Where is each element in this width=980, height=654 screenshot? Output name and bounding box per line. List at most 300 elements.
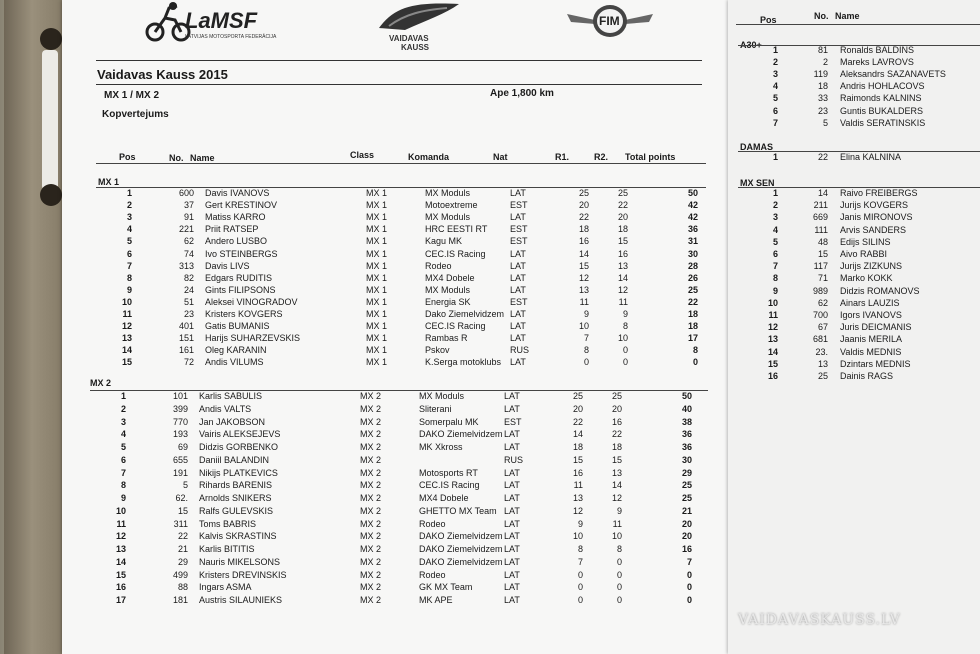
cell-pos: 5 — [120, 442, 126, 452]
cell-nat: LAT — [504, 403, 520, 414]
cell-r1: 25 — [578, 188, 589, 198]
cell-no: 23 — [817, 105, 828, 116]
mx2-section-label: MX 2 — [90, 378, 112, 388]
cell-team: MX Moduls — [425, 284, 471, 295]
cell-r2: 16 — [617, 248, 628, 259]
cell-r1: 20 — [572, 403, 583, 414]
cell-r1: 8 — [577, 544, 583, 554]
table-row — [62, 236, 722, 248]
cell-nat: LAT — [510, 272, 526, 283]
table-row — [728, 212, 980, 224]
cell-total: 50 — [681, 391, 692, 401]
cell-pos: 10 — [121, 296, 132, 307]
cell-no: 62. — [175, 493, 188, 503]
table-row — [62, 557, 722, 569]
cell-name: Andis VALTS — [199, 403, 252, 414]
cell-team: MX4 Dobele — [425, 272, 475, 283]
table-row — [728, 310, 980, 322]
cell-total: 21 — [681, 505, 692, 516]
cell-name: Ronalds BALDINS — [840, 45, 915, 55]
cell-name: Guntis BUKALDERS — [840, 105, 924, 116]
cell-no: 48 — [817, 236, 828, 247]
table-row — [62, 442, 722, 454]
cell-class: MX 2 — [360, 391, 382, 401]
col-no: No. — [169, 153, 184, 163]
cell-r1: 16 — [578, 236, 589, 247]
cell-total: 7 — [686, 556, 692, 567]
table-row — [62, 417, 722, 429]
cell-name: Daniil BALANDIN — [199, 454, 270, 465]
fim-logo — [565, 2, 655, 40]
cell-total: 31 — [687, 236, 698, 247]
cell-name: Priit RATSEP — [205, 224, 259, 235]
cell-r2: 0 — [616, 556, 622, 567]
cell-team: MK Xkross — [419, 442, 463, 452]
cell-no: 211 — [813, 200, 828, 211]
cell-r1: 13 — [572, 493, 583, 503]
cell-total: 0 — [686, 595, 692, 605]
cell-r2: 10 — [611, 531, 622, 542]
cell-r2: 0 — [622, 345, 628, 356]
table-row — [62, 297, 722, 309]
cell-team: GK MX Team — [419, 582, 473, 593]
cell-no: 91 — [183, 212, 194, 223]
cell-name: Didzis ROMANOVS — [840, 285, 920, 296]
cell-pos: 6 — [772, 105, 778, 116]
table-row — [62, 188, 722, 200]
cell-pos: 7 — [772, 117, 778, 128]
cell-total: 29 — [681, 467, 692, 478]
table-row — [728, 225, 980, 237]
cell-team: Rodeo — [419, 569, 446, 580]
cell-pos: 3 — [772, 69, 778, 80]
cell-nat: LAT — [504, 518, 520, 529]
kauss-line2: KAUSS — [401, 43, 430, 52]
cell-r1: 16 — [572, 467, 583, 478]
cell-name: Kristers KOVGERS — [205, 309, 283, 319]
cell-no: 72 — [183, 357, 194, 368]
vaidavas-kauss-logo — [375, 0, 463, 52]
table-row — [728, 273, 980, 285]
cell-no: 770 — [172, 416, 188, 427]
table-row — [728, 249, 980, 261]
cell-total: 36 — [681, 429, 692, 440]
cell-total: 28 — [687, 260, 698, 271]
cell-total: 42 — [687, 212, 698, 223]
cell-total: 30 — [687, 248, 698, 259]
cell-pos: 2 — [126, 200, 132, 211]
cell-r2: 25 — [611, 391, 622, 401]
cell-no: 13 — [817, 358, 828, 369]
cell-pos: 15 — [115, 569, 126, 580]
cell-class: MX 2 — [360, 403, 382, 414]
cell-team: Energia SK — [425, 296, 471, 307]
cell-name: Didzis GORBENKO — [199, 442, 279, 452]
right-col-name: Name — [835, 11, 860, 21]
cell-r2: 22 — [617, 200, 628, 211]
cell-r1: 0 — [577, 569, 583, 580]
cell-class: MX 1 — [366, 188, 388, 198]
table-row — [728, 81, 980, 93]
cell-no: 25 — [817, 371, 828, 381]
cell-r1: 7 — [583, 333, 589, 344]
table-row — [62, 309, 722, 321]
right-col-pos: Pos — [760, 15, 777, 25]
table-row — [728, 118, 980, 130]
cell-r2: 15 — [611, 454, 622, 465]
cell-r1: 7 — [577, 556, 583, 567]
cell-team: Rodeo — [425, 260, 452, 271]
table-row — [728, 322, 980, 334]
cell-no: 71 — [817, 273, 828, 284]
cell-pos: 2 — [772, 57, 778, 68]
cell-team: MX Moduls — [425, 188, 471, 198]
cell-class: MX 2 — [360, 556, 382, 567]
cell-r1: 20 — [578, 200, 589, 211]
cell-r1: 13 — [578, 284, 589, 295]
cell-class: MX 1 — [366, 236, 388, 247]
cell-nat: LAT — [504, 429, 520, 440]
cell-nat: LAT — [510, 248, 526, 259]
cell-no: 82 — [183, 272, 194, 283]
table-row — [728, 286, 980, 298]
cell-pos: 13 — [115, 544, 126, 554]
lamsf-name: LaMSF — [185, 8, 258, 33]
cell-total: 0 — [686, 582, 692, 593]
cell-name: Vairis ALEKSEJEVS — [199, 429, 281, 440]
cell-nat: LAT — [510, 212, 526, 223]
cell-total: 20 — [681, 518, 692, 529]
cell-pos: 6 — [126, 248, 132, 259]
cell-r1: 22 — [578, 212, 589, 223]
cell-nat: LAT — [504, 480, 520, 491]
cell-no: 15 — [817, 249, 828, 259]
cell-team: DAKO Ziemelvidzem — [419, 556, 503, 567]
cell-r1: 10 — [572, 531, 583, 542]
cell-pos: 11 — [122, 309, 132, 319]
post-hole-bottom — [40, 184, 62, 206]
cell-nat: LAT — [504, 569, 520, 580]
cell-no: 22 — [817, 152, 828, 162]
cell-nat: LAT — [510, 260, 526, 271]
table-row — [728, 93, 980, 105]
cell-no: 117 — [813, 261, 828, 272]
cell-no: 111 — [814, 224, 828, 235]
cell-pos: 5 — [126, 236, 132, 247]
table-row — [62, 595, 722, 607]
cell-no: 681 — [812, 334, 828, 345]
cell-total: 42 — [687, 200, 698, 211]
cell-r2: 20 — [617, 212, 628, 223]
cell-r1: 18 — [572, 442, 583, 452]
cell-nat: EST — [504, 416, 522, 427]
cell-r1: 12 — [572, 505, 583, 516]
table-row — [728, 359, 980, 371]
cell-nat: RUS — [504, 454, 524, 465]
cell-no: 161 — [178, 345, 194, 356]
table-row — [728, 106, 980, 118]
cell-no: 14 — [817, 188, 828, 198]
lamsf-tagline: LATVIJAS MOTOSPORTA FEDERĀCIJA — [185, 34, 277, 40]
cell-no: 600 — [178, 188, 194, 198]
table-row — [728, 298, 980, 310]
cell-name: Juris DEICMANIS — [840, 322, 912, 333]
cell-no: 62 — [817, 297, 828, 308]
table-row — [728, 69, 980, 81]
cell-no: 399 — [172, 403, 188, 414]
cell-name: Aleksandrs SAZANAVETS — [840, 69, 946, 80]
fim-text: FIM — [599, 14, 620, 28]
cell-class: MX 1 — [366, 321, 388, 332]
table-row — [62, 333, 722, 345]
cell-nat: EST — [510, 200, 528, 211]
cell-no: 23 — [183, 309, 194, 319]
cell-team: DAKO Ziemelvidzem — [419, 544, 503, 554]
cell-team: MX4 Dobele — [419, 493, 469, 503]
cell-nat: LAT — [504, 531, 520, 542]
cell-r2: 18 — [611, 442, 622, 452]
cell-nat: LAT — [504, 582, 520, 593]
cell-name: Valdis SERATINSKIS — [840, 117, 926, 128]
cell-pos: 14 — [121, 345, 132, 356]
cell-name: Igors IVANOVS — [840, 310, 902, 320]
cell-pos: 6 — [772, 249, 778, 259]
table-row — [728, 188, 980, 200]
cell-total: 0 — [686, 569, 692, 580]
col-class: Class — [350, 150, 375, 160]
cell-pos: 14 — [767, 346, 778, 357]
cell-class: MX 1 — [366, 248, 388, 259]
cell-no: 51 — [183, 296, 194, 307]
cell-name: Valdis MEDNIS — [840, 346, 902, 357]
cell-pos: 9 — [772, 285, 778, 296]
cell-name: Andris HOHLACOVS — [840, 81, 925, 92]
cell-class: MX 1 — [366, 296, 388, 307]
table-row — [62, 212, 722, 224]
cell-no: 81 — [817, 45, 828, 55]
table-row — [62, 455, 722, 467]
cell-r1: 11 — [579, 296, 589, 307]
cell-team: CEC.IS Racing — [419, 480, 480, 491]
cell-class: MX 1 — [366, 309, 388, 319]
cell-r1: 18 — [578, 224, 589, 235]
cell-nat: LAT — [510, 284, 526, 295]
cell-pos: 8 — [772, 273, 778, 284]
cell-team: Somerpalu MK — [419, 416, 479, 427]
cell-no: 67 — [817, 322, 828, 333]
cell-no: 88 — [177, 582, 188, 593]
cell-class: MX 2 — [360, 518, 382, 529]
col-nat: Nat — [493, 152, 508, 162]
cell-team: CEC.IS Racing — [425, 321, 486, 332]
class-label: MX 1 / MX 2 — [104, 90, 160, 101]
cell-name: Karlis SABULIS — [199, 391, 263, 401]
table-row — [62, 429, 722, 441]
cell-r1: 8 — [583, 345, 589, 356]
cell-no: 5 — [182, 480, 188, 491]
cell-r1: 14 — [572, 429, 583, 440]
cell-pos: 1 — [120, 391, 126, 401]
cell-class: MX 2 — [360, 595, 382, 605]
cell-name: Ralfs GULEVSKIS — [199, 505, 274, 516]
cell-pos: 3 — [120, 416, 126, 427]
cell-class: MX 2 — [360, 480, 382, 491]
cell-total: 50 — [687, 188, 698, 198]
cell-pos: 8 — [120, 480, 126, 491]
cell-class: MX 2 — [360, 493, 382, 503]
cell-pos: 14 — [115, 556, 126, 567]
cell-team: Kagu MK — [425, 236, 463, 247]
cell-r1: 25 — [572, 391, 583, 401]
cell-name: Janis MIRONOVS — [840, 212, 913, 223]
cell-r2: 25 — [617, 188, 628, 198]
cell-class: MX 1 — [366, 272, 388, 283]
cell-r1: 14 — [578, 248, 589, 259]
cell-name: Raimonds KALNINS — [840, 93, 922, 104]
cell-total: 8 — [692, 345, 698, 356]
cell-name: Dainis RAGS — [840, 371, 894, 381]
cell-name: Arnolds SNIKERS — [199, 493, 272, 503]
table-row — [62, 531, 722, 543]
cell-name: Nikijs PLATKEVICS — [199, 467, 278, 478]
cell-pos: 1 — [772, 188, 778, 198]
watermark: VAIDAVASKAUSS.LV — [738, 612, 901, 628]
cell-no: 69 — [177, 442, 188, 452]
cell-pos: 16 — [115, 582, 126, 593]
cell-name: Jaanis MERILA — [840, 334, 903, 345]
cell-no: 37 — [183, 200, 194, 211]
cell-class: MX 2 — [360, 454, 382, 465]
place-label: Ape 1,800 km — [490, 88, 554, 99]
cell-no: 62 — [183, 236, 194, 247]
cell-class: MX 1 — [366, 224, 388, 235]
cell-pos: 1 — [772, 152, 778, 162]
cell-pos: 10 — [767, 297, 778, 308]
table-row — [62, 506, 722, 518]
cell-pos: 9 — [126, 284, 132, 295]
cell-total: 36 — [681, 442, 692, 452]
table-row — [728, 334, 980, 346]
cell-nat: LAT — [504, 391, 520, 401]
cell-pos: 1 — [772, 45, 778, 55]
cell-no: 119 — [813, 69, 828, 80]
cell-class: MX 2 — [360, 467, 382, 478]
cell-class: MX 1 — [366, 212, 388, 223]
cell-pos: 4 — [126, 224, 132, 235]
results-sheet-right — [728, 0, 980, 654]
table-row — [728, 261, 980, 273]
cell-class: MX 2 — [360, 505, 382, 516]
cell-no: 22 — [177, 531, 188, 542]
cell-name: Marko KOKK — [840, 273, 893, 284]
cell-pos: 2 — [120, 403, 126, 414]
cell-name: Davis IVANOVS — [205, 188, 270, 198]
right-col-no: No. — [814, 11, 829, 21]
cell-total: 30 — [681, 454, 692, 465]
cell-r2: 22 — [611, 429, 622, 440]
cell-r2: 0 — [616, 582, 622, 593]
cell-nat: LAT — [510, 188, 526, 198]
header-rule — [96, 163, 706, 164]
cell-team: DAKO Ziemelvidzem — [419, 429, 503, 440]
table-row — [728, 237, 980, 249]
cell-name: Nauris MIKELSONS — [199, 556, 281, 567]
table-row — [62, 345, 722, 357]
cell-r2: 12 — [611, 493, 622, 503]
cell-class: MX 2 — [360, 531, 382, 542]
cell-class: MX 2 — [360, 416, 382, 427]
cell-pos: 12 — [115, 531, 126, 542]
cell-name: Edijs SILINS — [840, 236, 891, 247]
cell-name: Matiss KARRO — [205, 212, 266, 223]
cell-pos: 7 — [120, 467, 126, 478]
doc-subtitle: Kopvertejums — [102, 109, 169, 120]
cell-name: Jurijs ZIZKUNS — [840, 261, 903, 272]
cell-no: 669 — [812, 212, 828, 223]
cell-team: MX Moduls — [425, 212, 471, 223]
cell-no: 21 — [177, 544, 188, 554]
cell-team: CEC.IS Racing — [425, 248, 486, 259]
cell-r2: 0 — [616, 595, 622, 605]
cell-team: Motoextreme — [425, 200, 478, 211]
table-row — [728, 200, 980, 212]
cell-pos: 15 — [767, 358, 778, 369]
cell-pos: 13 — [767, 334, 778, 345]
cell-r2: 13 — [611, 467, 622, 478]
table-row — [62, 321, 722, 333]
cell-nat: LAT — [510, 333, 526, 344]
cell-name: Gatis BUMANIS — [205, 321, 270, 332]
motocross-emblem-icon — [375, 0, 463, 34]
cell-pos: 8 — [126, 272, 132, 283]
cell-name: Gert KRESTINOV — [205, 200, 278, 211]
cell-name: Davis LIVS — [205, 260, 250, 271]
cable-tie — [42, 50, 58, 190]
cell-r1: 22 — [572, 416, 583, 427]
cell-no: 23. — [815, 346, 828, 357]
cell-nat: LAT — [504, 493, 520, 503]
cell-total: 40 — [681, 403, 692, 414]
cell-nat: LAT — [504, 505, 520, 516]
damas-section-label: DAMAS — [740, 142, 773, 152]
cell-r1: 0 — [577, 595, 583, 605]
cell-total: 17 — [687, 333, 698, 344]
table-row — [62, 544, 722, 556]
cell-no: 401 — [178, 321, 194, 332]
cell-pos: 1 — [126, 188, 132, 198]
table-row — [728, 45, 980, 57]
cell-r1: 9 — [577, 518, 583, 529]
cell-nat: EST — [510, 296, 528, 307]
cell-total: 38 — [681, 416, 692, 427]
cell-no: 655 — [172, 454, 188, 465]
cell-r2: 14 — [617, 272, 628, 283]
cell-r1: 0 — [577, 582, 583, 593]
cell-r2: 12 — [617, 284, 628, 295]
cell-pos: 6 — [120, 454, 126, 465]
cell-no: 221 — [178, 224, 194, 235]
cell-pos: 2 — [772, 200, 778, 211]
cell-class: MX 1 — [366, 260, 388, 271]
cell-name: Austris SILAUNIEKS — [199, 595, 283, 605]
cell-name: Ivo STEINBERGS — [205, 248, 278, 259]
cell-pos: 9 — [120, 493, 126, 503]
cell-pos: 4 — [120, 429, 126, 440]
table-row — [728, 57, 980, 69]
table-row — [62, 249, 722, 261]
cell-class: MX 2 — [360, 544, 382, 554]
cell-pos: 11 — [116, 518, 126, 529]
